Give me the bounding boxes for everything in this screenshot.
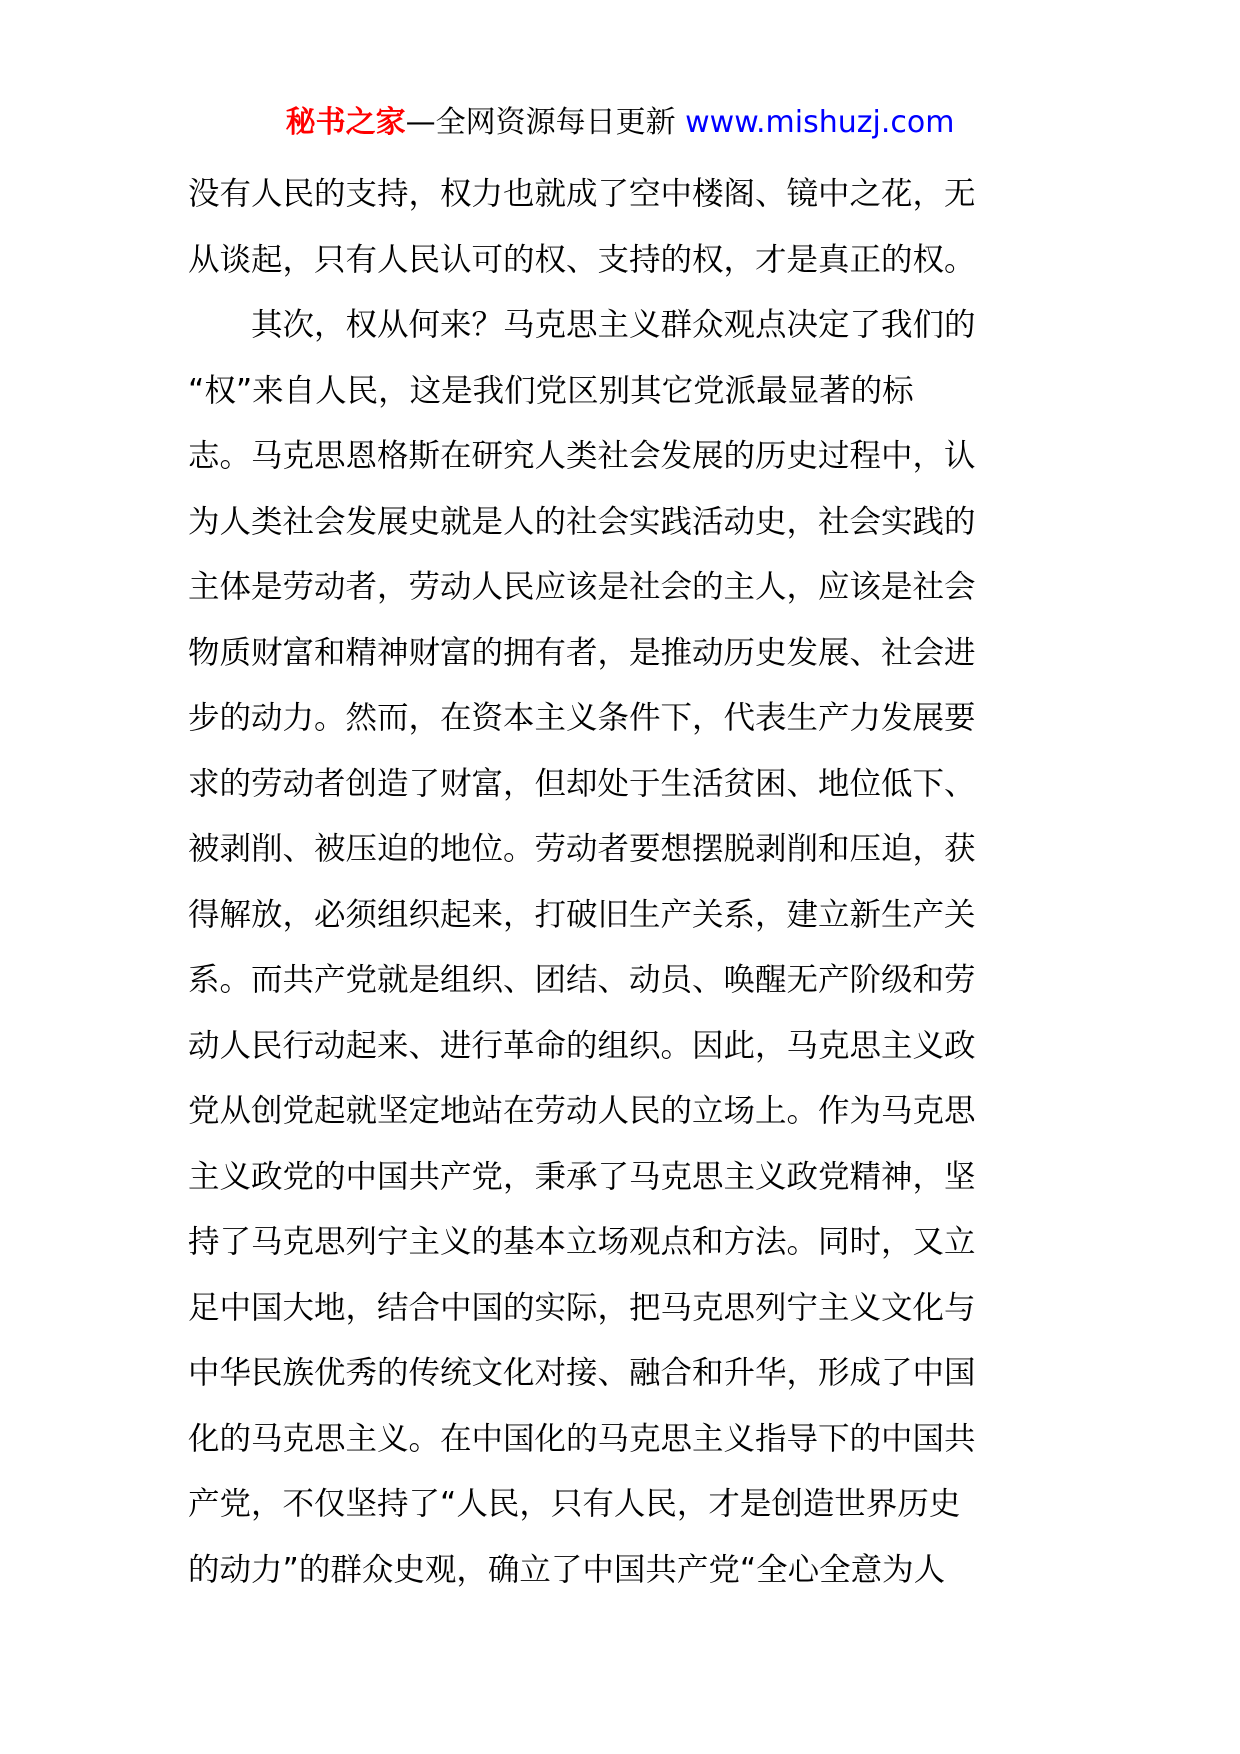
text-line: 主体是劳动者，劳动人民应该是社会的主人，应该是社会 <box>188 569 976 605</box>
text-line: 产党，不仅坚持了“人民，只有人民，才是创造世界历史 <box>188 1486 961 1522</box>
document-body <box>188 162 1028 1603</box>
text-line: 党从创党起就坚定地站在劳动人民的立场上。作为马克思 <box>188 1093 976 1129</box>
text-line: 志。马克思恩格斯在研究人类社会发展的历史过程中，认 <box>188 438 976 474</box>
text-line: 物质财富和精神财富的拥有者，是推动历史发展、社会进 <box>188 634 976 671</box>
paragraph-start-line: 其次，权从何来？马克思主义群众观点决定了我们的 <box>251 307 976 343</box>
text-line: 为人类社会发展史就是人的社会实践活动史，社会实践的 <box>188 503 976 540</box>
site-url-link[interactable]: www.mishuzj.com <box>685 105 955 140</box>
page-header <box>0 103 1240 143</box>
text-line: 动人民行动起来、进行革命的组织。因此，马克思主义政 <box>188 1027 976 1064</box>
text-line: 主义政党的中国共产党，秉承了马克思主义政党精神，坚 <box>188 1158 976 1195</box>
text-line: 得解放，必须组织起来，打破旧生产关系，建立新生产关 <box>188 896 976 933</box>
text-line: 的动力”的群众史观，确立了中国共产党“全心全意为人 <box>188 1551 946 1588</box>
text-line: 从谈起，只有人民认可的权、支持的权，才是真正的权。 <box>188 241 976 278</box>
text-line: 求的劳动者创造了财富，但却处于生活贫困、地位低下、 <box>188 765 976 802</box>
text-line: 系。而共产党就是组织、团结、动员、唤醒无产阶级和劳 <box>188 962 976 998</box>
text-line: 被剥削、被压迫的地位。劳动者要想摆脱剥削和压迫，获 <box>188 831 976 867</box>
text-line: 步的动力。然而，在资本主义条件下，代表生产力发展要 <box>188 700 976 736</box>
site-brand: 秘书之家 <box>285 105 406 140</box>
text-line: 化的马克思主义。在中国化的马克思主义指导下的中国共 <box>188 1420 976 1457</box>
text-line: 足中国大地，结合中国的实际，把马克思列宁主义文化与 <box>188 1289 976 1326</box>
text-line: 中华民族优秀的传统文化对接、融合和升华，形成了中国 <box>188 1355 976 1391</box>
site-tagline: —全网资源每日更新 <box>405 105 676 140</box>
text-line: 持了马克思列宁主义的基本立场观点和方法。同时，又立 <box>188 1224 976 1260</box>
text-line: “权”来自人民，这是我们党区别其它党派最显著的标 <box>188 372 914 409</box>
text-line: 没有人民的支持，权力也就成了空中楼阁、镜中之花，无 <box>188 176 976 212</box>
